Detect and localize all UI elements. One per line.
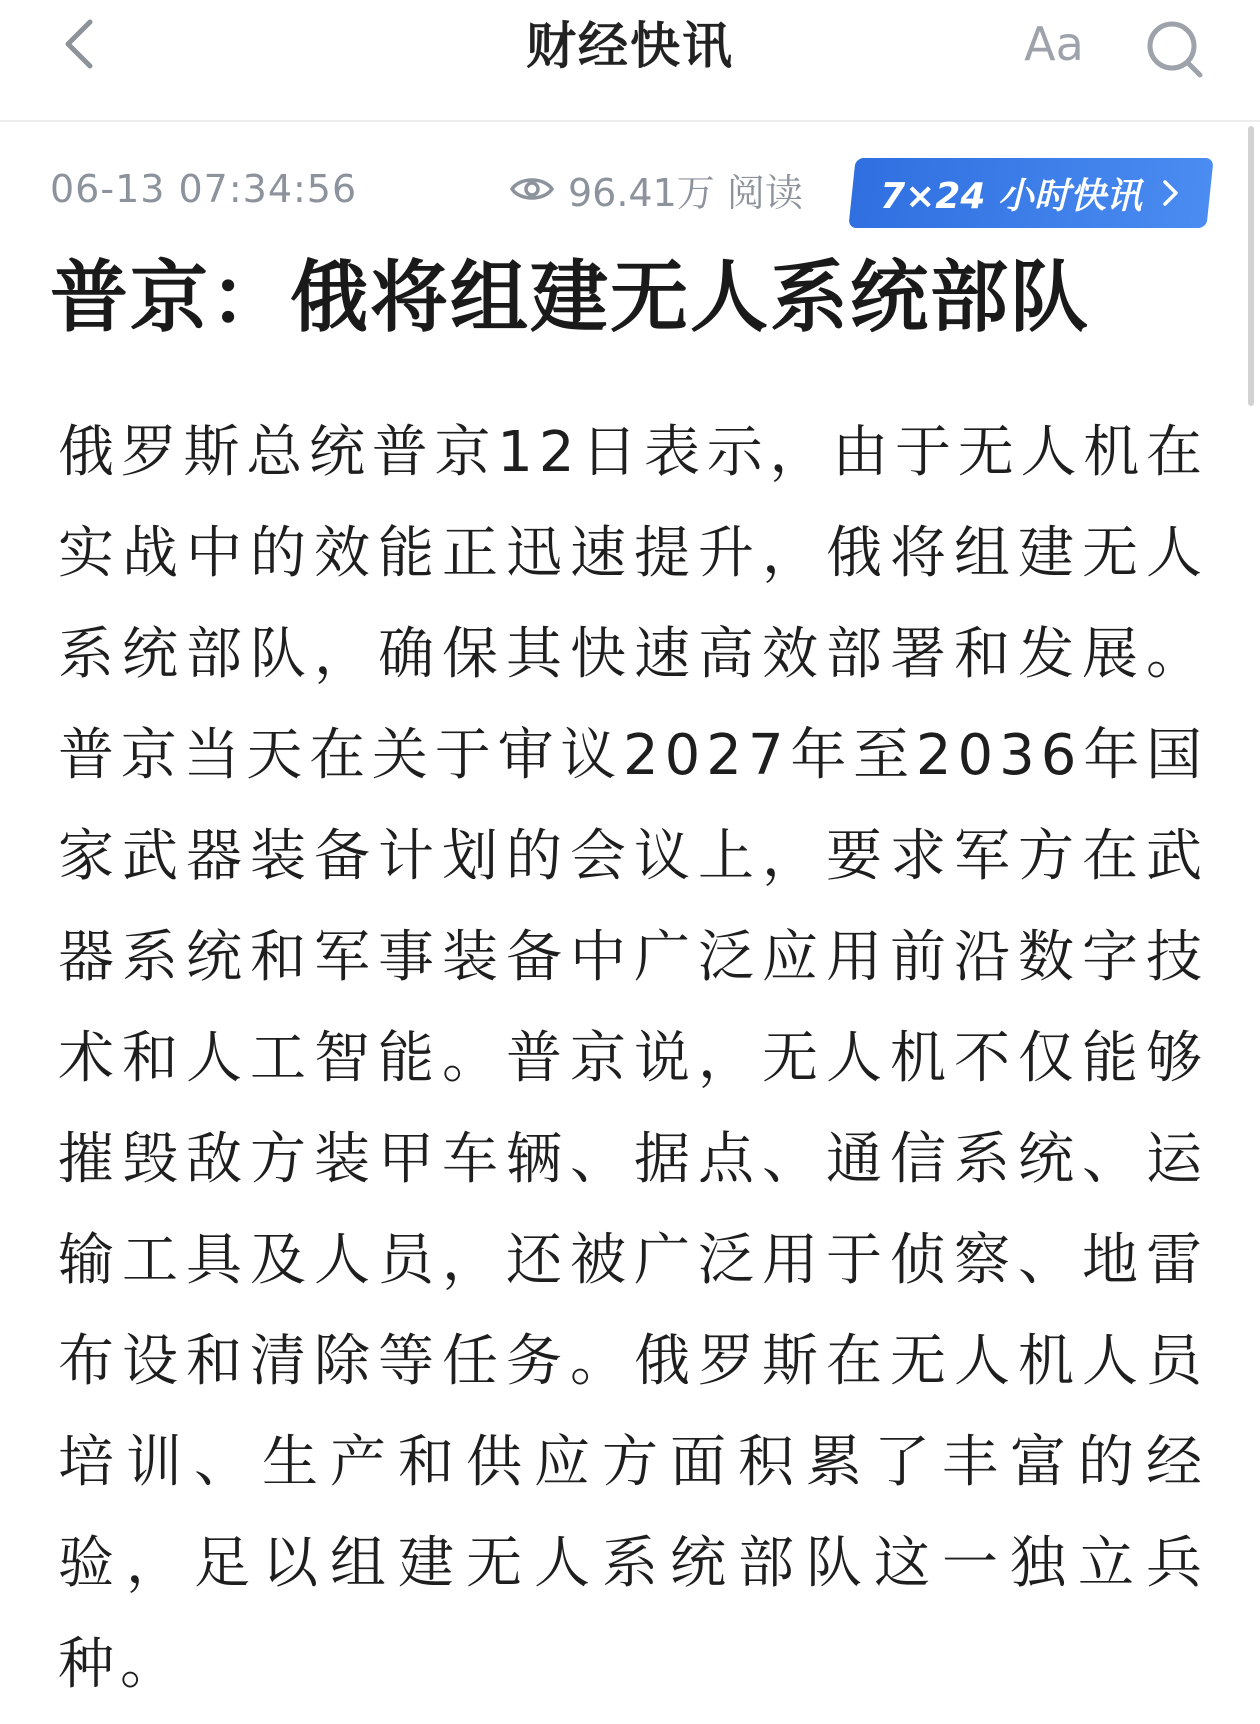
page-title: 财经快讯 <box>526 17 734 75</box>
publish-timestamp: 06-13 07:34:56 <box>50 167 358 211</box>
article-headline: 普京：俄将组建无人系统部队 <box>50 253 1091 343</box>
chevron-right-icon <box>1160 177 1182 209</box>
font-size-button[interactable]: Aa <box>1024 17 1084 71</box>
eye-icon <box>510 174 554 204</box>
top-navigation-bar <box>0 0 1260 122</box>
read-count <box>510 166 803 215</box>
7x24-news-badge[interactable] <box>848 158 1213 228</box>
search-button[interactable] <box>1140 14 1212 86</box>
read-count-text: 96.41万 阅读 <box>568 170 803 215</box>
back-button[interactable] <box>56 14 116 74</box>
chevron-left-icon <box>56 14 116 74</box>
article-body: 俄罗斯总统普京12日表示，由于无人机在实战中的效能正迅速提升，俄将组建无人系统部队，确保其快速高效部署和发展。普京当天在关于审议2027年至2036年国家武器装备计划的会议上，要求军方在武器系统和军事装备中广泛应用前沿数字技术和人工智能。普京说，无人机不仅能够摧毁敌方装甲车辆、据点、通信系统、运输工具及人员，还被广泛用于侦察、地雷布设和清除等任务。俄罗斯在无人机人员培训、生产和供应方面积累了丰富的经验，足以组建无人系统部队这一独立兵种。 <box>58 420 1208 1697</box>
badge-label: 7×24 小时快讯 <box>880 175 1142 217</box>
article-meta-row <box>0 150 1260 230</box>
search-icon <box>1140 14 1212 86</box>
